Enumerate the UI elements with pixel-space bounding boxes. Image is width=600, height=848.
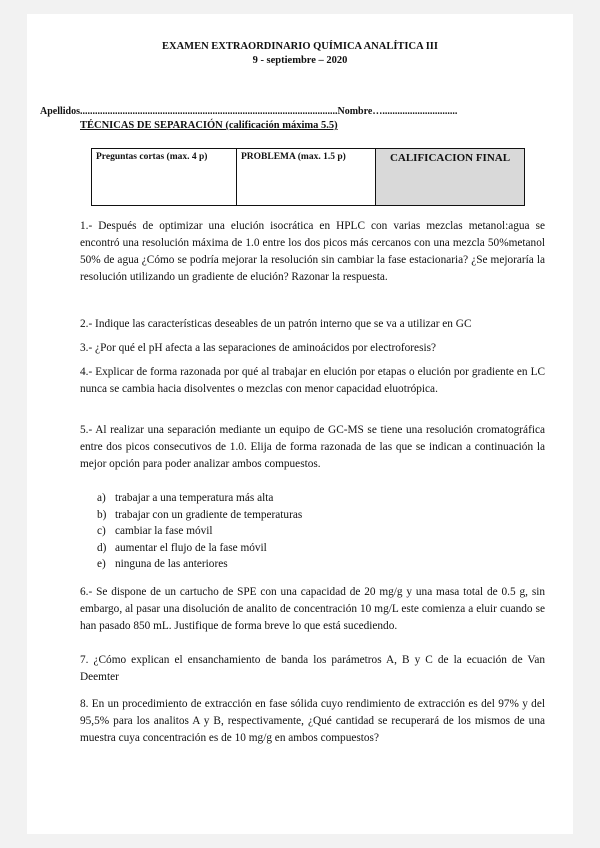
question-5-options [97,490,302,573]
grade-col-problem: PROBLEMA (max. 1.5 p) [237,149,376,206]
option-c: c) cambiar la fase móvil [97,525,213,537]
question-1: 1.- Después de optimizar una elución isocrática en HPLC con varias mezclas metanol:agua se encontró una resolución máxima de 1.0 entre los dos picos más cercanos con una mezcla 50%metanol 50% de agua ¿Cómo se podría mejorar la resolución sin cambiar la fase estacionaria? ¿Se mejoraría la resolución utilizando un gradiente de elución? Razonar la respuesta. [80,220,545,283]
option-d: d) aumentar el flujo de la fase móvil [97,541,267,554]
exam-header [27,40,573,68]
question-8: 8. En un procedimiento de extracción en fase sólida cuyo rendimiento de extracción es del 97% y del 95,5% para los analitos A y B, respectivamente, ¿Qué cantidad se recuperará de los mismos de una muestra cuya concentración es de 10 mg/g en ambos compuestos? [80,698,545,744]
section-title: TÉCNICAS DE SEPARACIÓN (calificación máxima 5.5) [80,120,338,131]
question-6: 6.- Se dispone de un cartucho de SPE con una capacidad de 20 mg/g y una masa total de 0.5 g, sin embargo, al pasar una disolución de analito de concentración 10 mg/L este comienza a eluir cuando se han pasado 850 mL. Justifique de forma breve lo que está sucediendo. [80,586,545,632]
exam-date: 9 - septiembre – 2020 [252,55,348,66]
grade-col-short-questions: Preguntas cortas (max. 4 p) [92,149,237,206]
question-3: 3.- ¿Por qué el pH afecta a las separaciones de aminoácidos por electroforesis? [80,342,437,354]
option-a: a) trabajar a una temperatura más alta [97,492,274,504]
question-4: 4.- Explicar de forma razonada por qué al trabajar en elución por etapas o elución por gradiente en LC nunca se cambia hacia disolventes o mezclas con menor capacidad eluotrópica. [80,366,545,395]
option-e: e) ninguna de las anteriores [97,558,228,570]
grade-col-final: CALIFICACION FINAL [376,149,525,206]
option-b: b) trabajar con un gradiente de temperaturas [97,508,303,521]
question-2: 2.- Indique las características deseables de un patrón interno que se va a utilizar en GC [80,318,472,330]
question-5: 5.- Al realizar una separación mediante un equipo de GC-MS se tiene una resolución cromatográfica entre dos picos consecutivos de 1.0. Elija de forma razonada de las que se indican a continuación la mejor opción para poder analizar ambos compuestos. [80,424,545,470]
exam-title: EXAMEN EXTRAORDINARIO QUÍMICA ANALÍTICA III [162,41,438,52]
question-7: 7. ¿Cómo explican el ensanchamiento de banda los parámetros A, B y C de la ecuación de Van Deemter [80,654,545,683]
surname-field-label: Apellidos.......................................................................................................Nombre….............................. [40,106,458,117]
grade-table [91,148,525,206]
exam-page [27,14,573,834]
student-name-line [40,106,570,117]
